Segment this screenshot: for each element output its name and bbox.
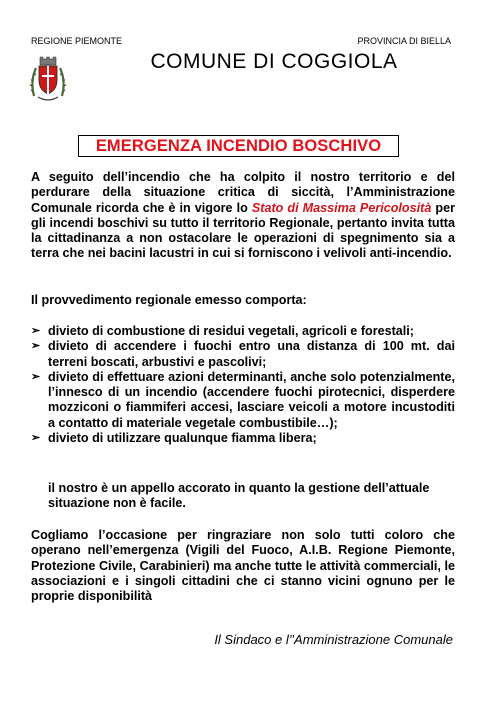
provision-intro: Il provvedimento regionale emesso comporta: (31, 293, 307, 307)
list-item: ➢ divieto di combustione di residui vegetali, agricoli e forestali; (31, 324, 414, 338)
appeal-paragraph: il nostro è un appello accorato in quanto la gestione dell’attuale situazione non è facile. (48, 481, 430, 511)
highlight-text: Stato di Massima Pericolosità (251, 200, 432, 215)
region-label: REGIONE PIEMONTE (31, 36, 123, 46)
bullet-arrow-icon: ➢ (31, 325, 41, 337)
list-item: ➢ divieto di utilizzare qualunque fiamma libera; (31, 431, 317, 446)
province-label: PROVINCIA DI BIELLA (357, 36, 451, 46)
signature: Il Sindaco e l’’Amministrazione Comunale (214, 632, 453, 647)
list-item: ➢ divieto di accendere i fuochi entro una distanza di 100 mt. dai terreni boscati, arbustivi e pascolivi; (31, 339, 455, 369)
provision-list (31, 324, 455, 446)
bullet-arrow-icon: ➢ (31, 432, 41, 445)
bullet-arrow-icon: ➢ (31, 340, 41, 353)
notice-title-box (78, 135, 399, 157)
intro-paragraph: A seguito dell’incendio che ha colpito il nostro territorio e del perdurare della situazione critica di siccità, l’Amministrazione Comunale ricorda che è in vigore lo Stato di Massima Pericolosità per gli incendi boschivi su tutto il territorio Regionale, pertanto invita tutta la cittadinanza a non ostacolare le operazioni di spegnimento sia a terra che nei bacini lacustri in cui si forniscono i velivoli anti-incendio. (31, 170, 455, 261)
town-title: COMUNE DI COGGIOLA (150, 50, 398, 73)
bullet-arrow-icon: ➢ (31, 370, 41, 383)
list-item: ➢ divieto di effettuare azioni determinanti, anche solo potenzialmente, l’innesco di un incendio (accendere fuochi pirotecnici, disperdere mozziconi o fiammiferi accesi, lasciare veicoli a motore incustoditi a contatto di materiale vegetale combustibile…); (31, 369, 455, 430)
thanks-paragraph: Cogliamo l’occasione per ringraziare non solo tutti coloro che operano nell’emergenza (Vigili del Fuoco, A.I.B. Regione Piemonte, Protezione Civile, Carabinieri) ma anche tutte le attività commerciali, le associazioni e i singoli cittadini che ci stanno vicini ognuno per le proprie disponibilità (31, 528, 455, 604)
notice-title: EMERGENZA INCENDIO BOSCHIVO (95, 136, 382, 155)
